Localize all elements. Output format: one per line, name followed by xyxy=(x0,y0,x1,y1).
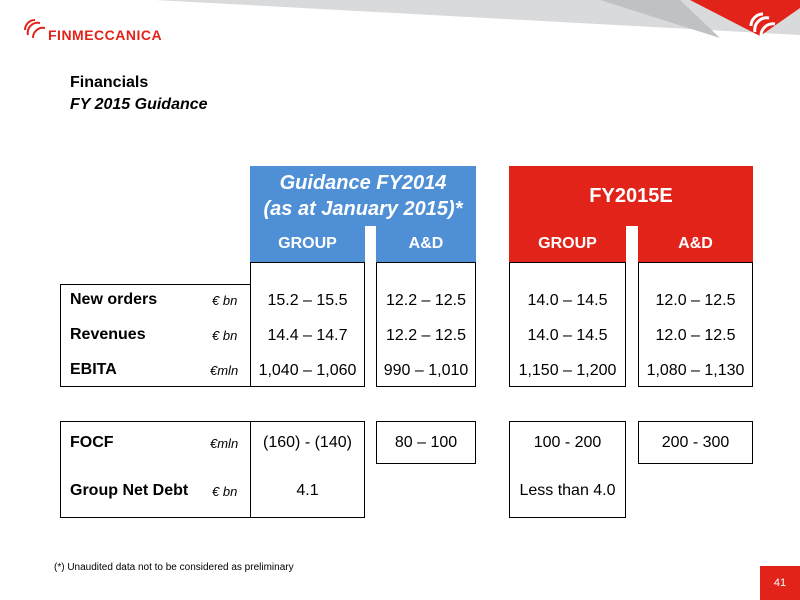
fy2015e-header: FY2015E xyxy=(509,166,753,226)
guidance-fy2014-header xyxy=(250,166,476,226)
cell-focf-g14-ad: 80 – 100 xyxy=(394,434,458,451)
g14-group-header: GROUP xyxy=(250,226,365,262)
page-subtitle: FY 2015 Guidance xyxy=(70,96,208,113)
page-title: Financials xyxy=(70,74,149,91)
banner-logo-mark-icon xyxy=(745,6,781,42)
cell-new-orders-fy15-group: 14.0 – 14.5 xyxy=(527,292,608,309)
g14-ad-header: A&D xyxy=(376,226,476,262)
row-label-revenues: Revenues xyxy=(70,326,146,343)
row-unit-new-orders: € bn xyxy=(212,293,238,308)
guidance-fy2014-title: Guidance FY2014 xyxy=(279,172,447,194)
finmeccanica-logo-icon xyxy=(22,14,48,40)
row-label-new-orders: New orders xyxy=(70,291,158,308)
cell-revenues-g14-group: 14.4 – 14.7 xyxy=(267,327,348,344)
guidance-fy2014-date: (as at January 2015)* xyxy=(263,198,463,220)
row-label-focf: FOCF xyxy=(70,434,114,451)
row-unit-focf: €mln xyxy=(210,436,239,451)
footnote: (*) Unaudited data not to be considered as preliminary xyxy=(54,562,294,573)
cell-net-debt-fy15-group: Less than 4.0 xyxy=(519,482,616,499)
brand-name: FINMECCANICA xyxy=(48,27,163,43)
row-unit-ebita: €mln xyxy=(210,363,239,378)
cell-revenues-g14-ad: 12.2 – 12.5 xyxy=(385,327,467,344)
row-label-ebita: EBITA xyxy=(70,361,117,378)
cell-ebita-g14-ad: 990 – 1,010 xyxy=(383,362,469,379)
cell-focf-g14-group: (160) - (140) xyxy=(263,434,352,451)
cell-ebita-fy15-group: 1,150 – 1,200 xyxy=(518,362,617,379)
cell-focf-fy15-group: 100 - 200 xyxy=(533,434,602,451)
cell-new-orders-g14-group: 15.2 – 15.5 xyxy=(267,292,348,309)
cell-revenues-fy15-group: 14.0 – 14.5 xyxy=(527,327,608,344)
cell-new-orders-g14-ad: 12.2 – 12.5 xyxy=(385,292,467,309)
cell-net-debt-g14-group: 4.1 xyxy=(296,482,319,499)
cell-focf-fy15-ad: 200 - 300 xyxy=(661,434,730,451)
fy15-group-header: GROUP xyxy=(509,226,626,262)
cell-ebita-g14-group: 1,040 – 1,060 xyxy=(258,362,357,379)
cell-ebita-fy15-ad: 1,080 – 1,130 xyxy=(646,362,745,379)
row-label-group-net-debt: Group Net Debt xyxy=(70,482,189,499)
cell-new-orders-fy15-ad: 12.0 – 12.5 xyxy=(655,292,736,309)
page-number: 41 xyxy=(760,566,800,600)
fy15-ad-header: A&D xyxy=(638,226,753,262)
row-unit-revenues: € bn xyxy=(212,328,238,343)
row-unit-group-net-debt: € bn xyxy=(212,484,238,499)
cell-revenues-fy15-ad: 12.0 – 12.5 xyxy=(655,327,736,344)
